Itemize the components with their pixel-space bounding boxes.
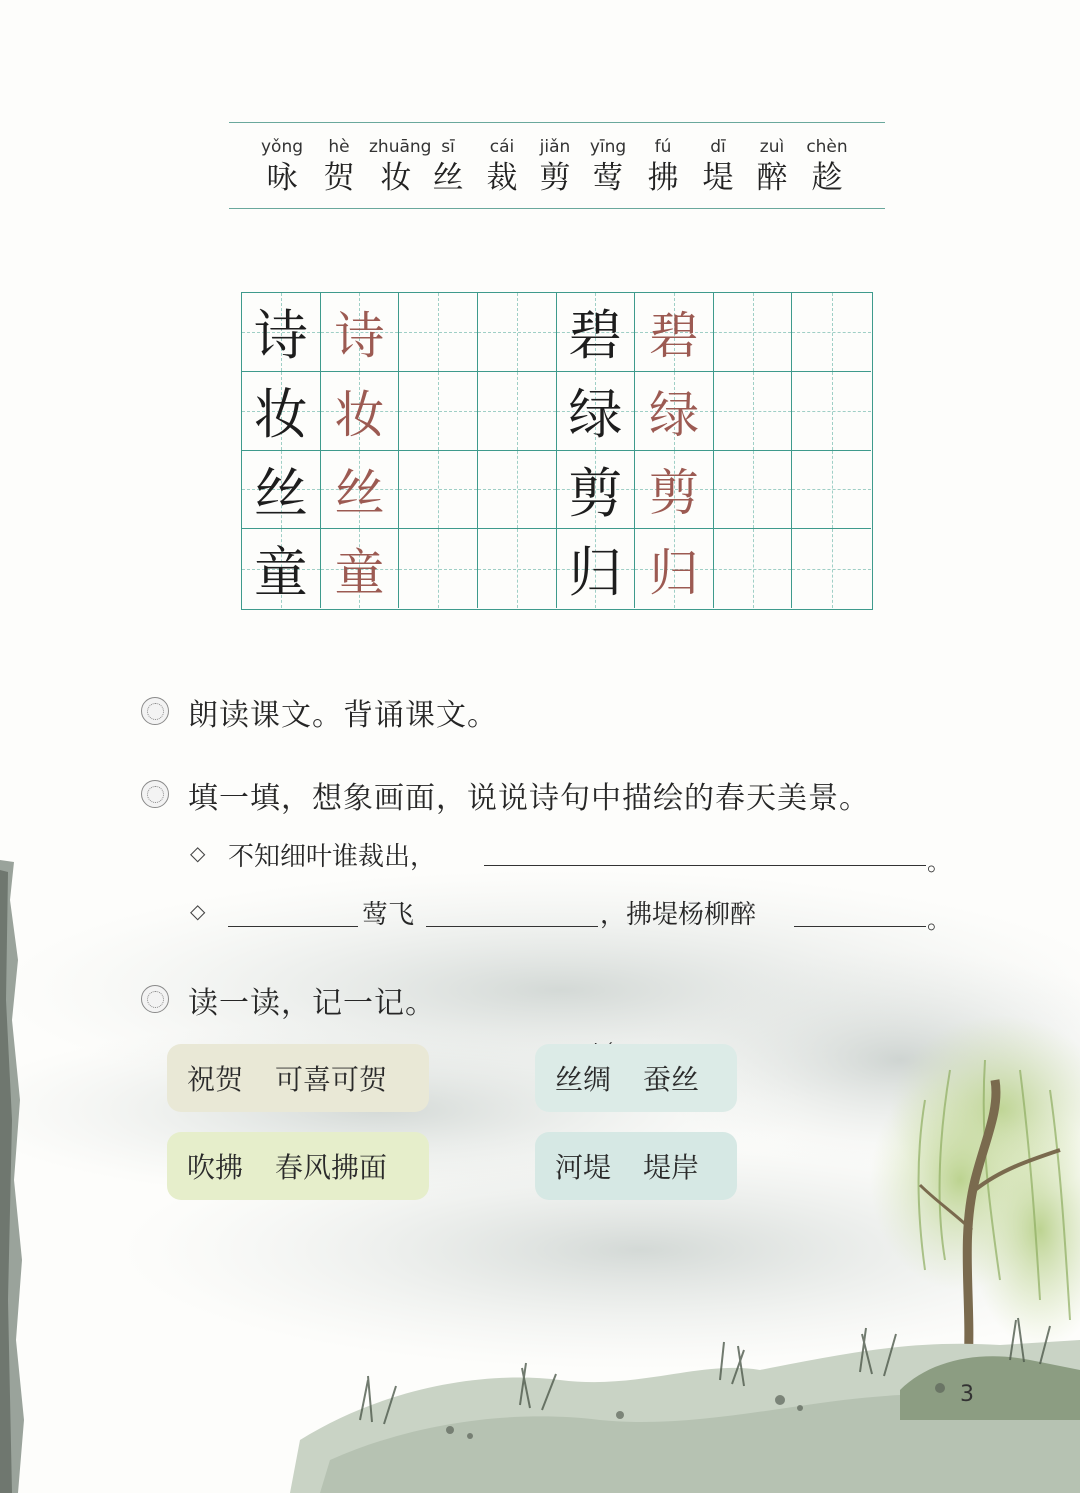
grid-cell[interactable] [557,451,636,530]
word: 祝贺 [187,1063,244,1096]
fill-blank-1[interactable] [484,865,926,866]
poem-line-2-mid: 莺飞 [362,900,415,930]
model-character: 绿 [568,383,623,447]
word-box [535,1132,737,1200]
vocab-item [745,136,799,198]
grid-guide-line [438,293,439,371]
tracing-character: 绿 [648,385,699,444]
vocab-item [800,136,854,198]
grid-guide-line [438,372,439,450]
model-character: 童 [253,541,308,605]
word-box [535,1044,737,1112]
poem-line-2-end: ，拂堤杨柳醉 [600,900,757,930]
hanzi: 趁 [811,160,843,196]
grid-cell[interactable] [321,451,400,530]
pinyin-top-rule [229,122,885,123]
word: 春风拂面 [275,1151,388,1184]
word: 吹拂 [187,1151,244,1184]
grid-cell[interactable] [714,293,793,372]
grid-guide-line [517,451,518,529]
pinyin: sī [441,137,455,157]
grid-guide-line [438,451,439,529]
tracing-character: 丝 [334,464,385,523]
vocab-item [255,136,309,198]
grid-cell[interactable] [635,293,714,372]
pinyin-bottom-rule [229,208,885,209]
period: 。 [927,848,951,876]
hanzi: 裁 [486,160,518,196]
model-character: 归 [568,541,623,605]
vocab-item [528,136,582,198]
hanzi: 莺 [592,160,624,196]
grid-cell[interactable] [792,293,871,372]
grid-cell[interactable] [792,372,871,451]
pinyin: zuì [759,137,785,157]
word-box [167,1132,429,1200]
word: 丝绸 [555,1063,612,1096]
period: 。 [927,906,951,934]
vocab-item [475,136,529,198]
grid-cell[interactable] [792,451,871,530]
model-character: 妆 [253,383,308,447]
pinyin: jiǎn [539,137,571,157]
grid-cell[interactable] [242,372,321,451]
grid-guide-line [832,293,833,371]
tracing-character: 妆 [334,385,385,444]
grid-cell[interactable] [478,529,557,608]
grid-guide-line [438,529,439,608]
diamond-bullet-icon: ◇ [190,841,206,865]
tracing-character: 剪 [648,464,699,523]
grid-cell[interactable] [557,529,636,608]
vocab-item [636,136,690,198]
poem-line-1: 不知细叶谁裁出， [228,842,437,872]
page-number: 3 [960,1382,974,1407]
model-character: 丝 [253,461,308,525]
hanzi: 贺 [323,160,355,196]
exercise-bullet-icon [141,697,169,725]
grid-guide-line [832,451,833,529]
grid-cell[interactable] [635,529,714,608]
pinyin: hè [328,137,350,157]
grid-guide-line [753,529,754,608]
diamond-bullet-icon: ◇ [190,899,206,923]
pinyin: zhuāng [369,137,432,157]
vocab-item [421,136,475,198]
hanzi: 拂 [647,160,679,196]
grid-guide-line [517,529,518,608]
grid-cell[interactable] [792,529,871,608]
grid-cell[interactable] [399,372,478,451]
grid-cell[interactable] [557,372,636,451]
pinyin: fú [654,137,672,157]
grid-cell[interactable] [478,293,557,372]
pinyin: cái [489,137,515,157]
tracing-character: 童 [334,543,385,602]
hanzi: 丝 [432,160,464,196]
fill-blank-4[interactable] [794,926,926,927]
vocab-item [691,136,745,198]
grid-cell[interactable] [635,372,714,451]
grid-cell[interactable] [714,451,793,530]
model-character: 诗 [253,304,308,368]
hanzi: 堤 [702,160,734,196]
grid-cell[interactable] [399,293,478,372]
word-box [167,1044,429,1112]
grid-guide-line [753,372,754,450]
grid-cell[interactable] [399,451,478,530]
grid-cell[interactable] [478,451,557,530]
word: 河堤 [555,1151,612,1184]
grid-cell[interactable] [321,372,400,451]
model-character: 剪 [568,461,623,525]
vocab-item [369,136,432,198]
vocab-item [312,136,366,198]
pinyin: dī [710,137,726,157]
grid-cell[interactable] [242,529,321,608]
hanzi: 剪 [539,160,571,196]
grid-cell[interactable] [242,293,321,372]
fill-blank-3[interactable] [426,926,598,927]
grid-cell[interactable] [635,451,714,530]
grid-cell[interactable] [714,372,793,451]
exercise-1-text: 朗读课文。背诵课文。 [188,698,498,733]
grid-guide-line [753,451,754,529]
grid-cell[interactable] [399,529,478,608]
grid-guide-line [753,293,754,371]
exercise-3-text: 读一读，记一记。 [188,986,436,1021]
writing-practice-grid [241,292,873,610]
tracing-character: 归 [648,543,699,602]
word: 堤岸 [643,1151,700,1184]
pinyin: yīng [589,137,627,157]
fill-blank-2[interactable] [228,926,358,927]
exercise-2-text: 填一填，想象画面，说说诗句中描绘的春天美景。 [188,781,870,816]
grid-guide-line [832,372,833,450]
pinyin: yǒng [260,137,304,157]
pinyin: chèn [806,137,848,157]
exercise-bullet-icon [141,985,169,1013]
grid-cell[interactable] [242,451,321,530]
word: 可喜可贺 [275,1063,388,1096]
grid-guide-line [832,529,833,608]
word: 蚕丝 [643,1063,700,1096]
grid-cell[interactable] [714,529,793,608]
hanzi: 妆 [380,160,412,196]
vocab-item [581,136,635,198]
hanzi: 咏 [266,160,298,196]
grid-guide-line [517,293,518,371]
grid-cell[interactable] [321,293,400,372]
grid-cell[interactable] [478,372,557,451]
hanzi: 醉 [756,160,788,196]
model-character: 碧 [568,304,623,368]
exercise-bullet-icon [141,780,169,808]
grid-cell[interactable] [557,293,636,372]
tracing-character: 碧 [648,306,699,365]
grid-guide-line [517,372,518,450]
tracing-character: 诗 [334,306,385,365]
grid-cell[interactable] [321,529,400,608]
